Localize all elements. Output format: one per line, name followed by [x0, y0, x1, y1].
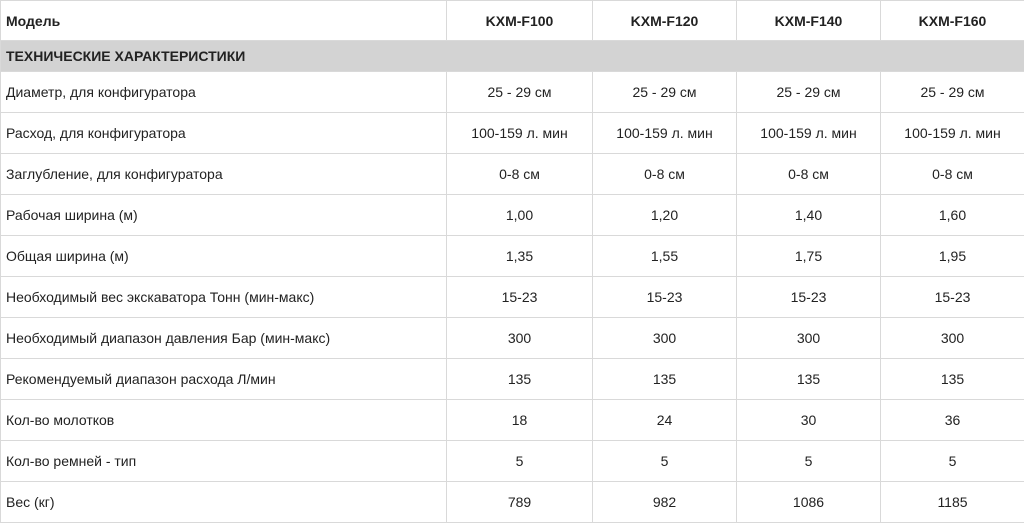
- spec-value: 300: [737, 318, 881, 359]
- model-header-kxm-f120: KXM-F120: [593, 1, 737, 41]
- spec-value: 5: [881, 441, 1024, 482]
- table-row: [1, 359, 1024, 400]
- spec-value: 1,40: [737, 195, 881, 236]
- spec-value: 18: [447, 400, 593, 441]
- spec-value: 25 - 29 см: [593, 72, 737, 113]
- spec-label: Общая ширина (м): [1, 236, 447, 277]
- spec-value: 1,35: [447, 236, 593, 277]
- spec-label: Заглубление, для конфигуратора: [1, 154, 447, 195]
- spec-value: 30: [737, 400, 881, 441]
- spec-value: 1,95: [881, 236, 1024, 277]
- spec-value: 1,60: [881, 195, 1024, 236]
- spec-label: Необходимый вес экскаватора Тонн (мин-макс): [1, 277, 447, 318]
- model-header-kxm-f140: KXM-F140: [737, 1, 881, 41]
- spec-value: 982: [593, 482, 737, 523]
- header-row: [1, 1, 1024, 41]
- table-row: [1, 277, 1024, 318]
- spec-value: 15-23: [447, 277, 593, 318]
- model-header-label: Модель: [1, 1, 447, 41]
- table-row: [1, 195, 1024, 236]
- spec-label: Кол-во молотков: [1, 400, 447, 441]
- spec-value: 100-159 л. мин: [737, 113, 881, 154]
- spec-value: 0-8 см: [737, 154, 881, 195]
- spec-value: 25 - 29 см: [881, 72, 1024, 113]
- spec-value: 15-23: [881, 277, 1024, 318]
- spec-label: Расход, для конфигуратора: [1, 113, 447, 154]
- spec-value: 36: [881, 400, 1024, 441]
- table-row: [1, 154, 1024, 195]
- spec-value: 15-23: [737, 277, 881, 318]
- spec-value: 100-159 л. мин: [447, 113, 593, 154]
- spec-value: 135: [881, 359, 1024, 400]
- table-row: [1, 318, 1024, 359]
- section-title: ТЕХНИЧЕСКИЕ ХАРАКТЕРИСТИКИ: [1, 41, 1024, 72]
- spec-value: 1,75: [737, 236, 881, 277]
- spec-value: 300: [593, 318, 737, 359]
- spec-value: 1185: [881, 482, 1024, 523]
- spec-value: 25 - 29 см: [737, 72, 881, 113]
- spec-label: Рабочая ширина (м): [1, 195, 447, 236]
- spec-value: 25 - 29 см: [447, 72, 593, 113]
- spec-value: 0-8 см: [881, 154, 1024, 195]
- spec-value: 1,55: [593, 236, 737, 277]
- spec-value: 300: [447, 318, 593, 359]
- spec-value: 135: [737, 359, 881, 400]
- spec-value: 100-159 л. мин: [881, 113, 1024, 154]
- spec-label: Кол-во ремней - тип: [1, 441, 447, 482]
- spec-value: 135: [447, 359, 593, 400]
- table-row: [1, 482, 1024, 523]
- spec-label: Рекомендуемый диапазон расхода Л/мин: [1, 359, 447, 400]
- model-header-kxm-f160: KXM-F160: [881, 1, 1024, 41]
- spec-value: 5: [447, 441, 593, 482]
- table-row: [1, 72, 1024, 113]
- spec-value: 135: [593, 359, 737, 400]
- table-row: [1, 441, 1024, 482]
- spec-value: 0-8 см: [447, 154, 593, 195]
- spec-value: 24: [593, 400, 737, 441]
- spec-value: 300: [881, 318, 1024, 359]
- spec-value: 5: [593, 441, 737, 482]
- spec-value: 1,20: [593, 195, 737, 236]
- spec-value: 0-8 см: [593, 154, 737, 195]
- model-header-kxm-f100: KXM-F100: [447, 1, 593, 41]
- spec-label: Необходимый диапазон давления Бар (мин-макс): [1, 318, 447, 359]
- table-row: [1, 113, 1024, 154]
- spec-value: 100-159 л. мин: [593, 113, 737, 154]
- spec-value: 1086: [737, 482, 881, 523]
- spec-value: 1,00: [447, 195, 593, 236]
- spec-value: 15-23: [593, 277, 737, 318]
- spec-value: 5: [737, 441, 881, 482]
- table-row: [1, 400, 1024, 441]
- spec-label: Вес (кг): [1, 482, 447, 523]
- section-row: [1, 41, 1024, 72]
- spec-value: 789: [447, 482, 593, 523]
- spec-label: Диаметр, для конфигуратора: [1, 72, 447, 113]
- table-row: [1, 236, 1024, 277]
